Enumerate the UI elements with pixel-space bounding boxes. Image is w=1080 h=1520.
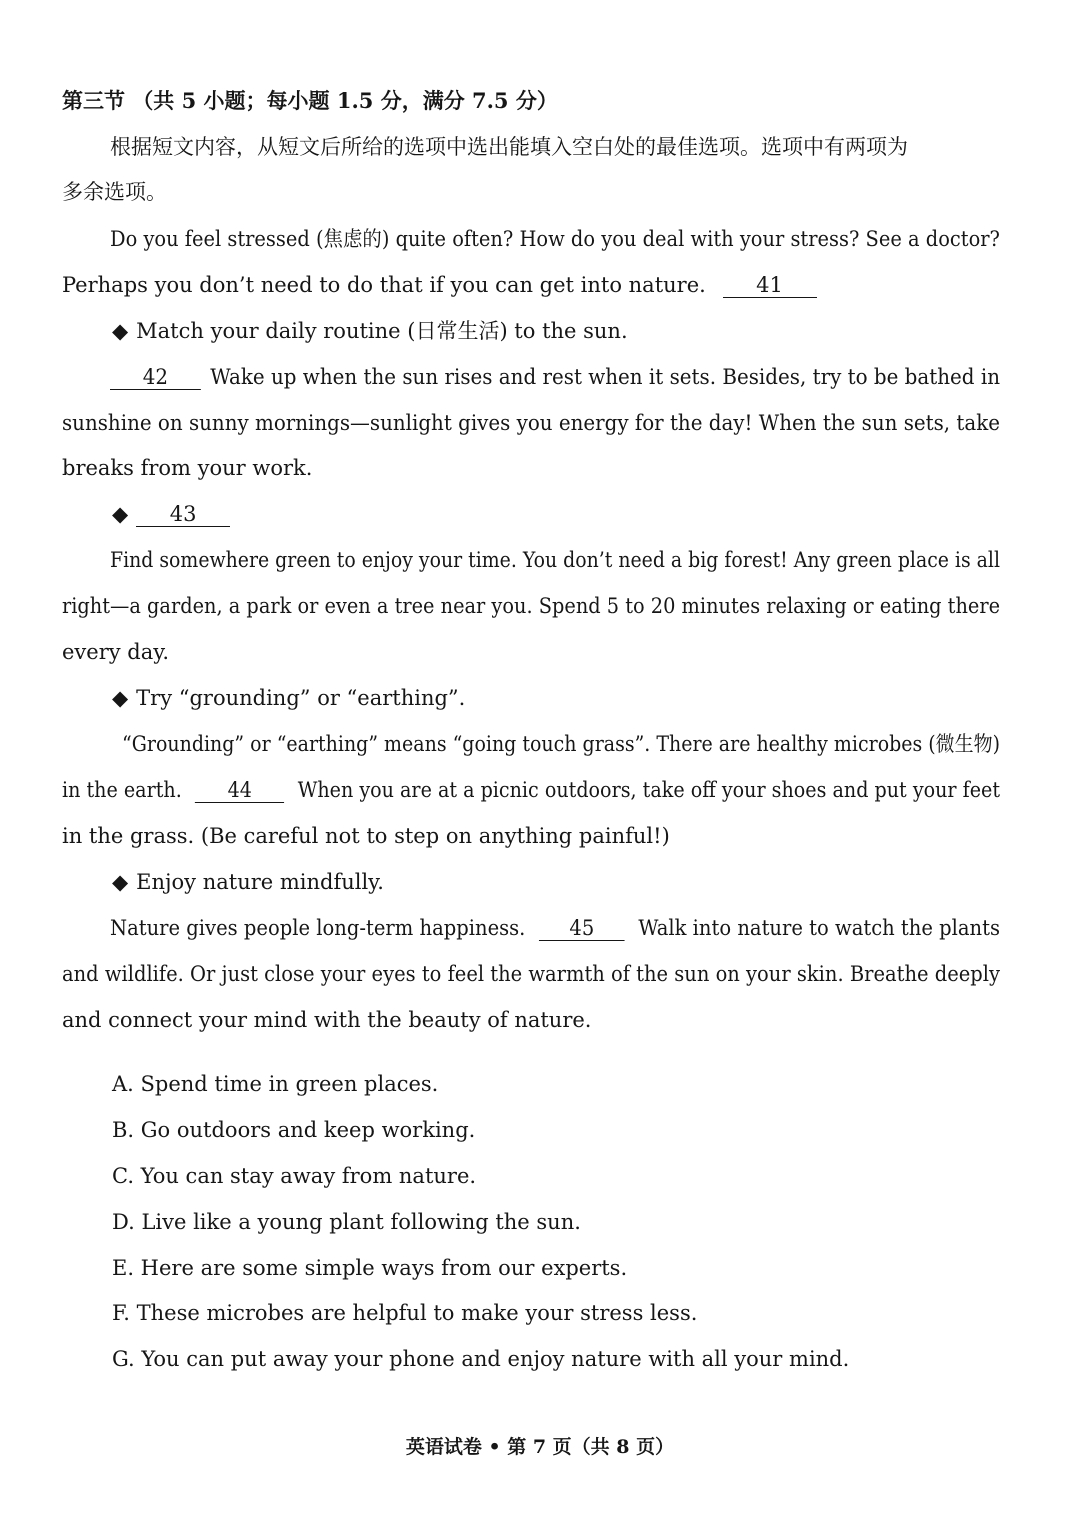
tip-heading-4-text: Enjoy nature mindfully. <box>136 870 384 894</box>
page-footer: 英语试卷 • 第 7 页（共 8 页） <box>405 1436 675 1458</box>
tip-heading-1-text: Match your daily routine (日常生活) to the sun. <box>136 319 628 343</box>
passage-p4-line-2 <box>62 775 1000 805</box>
diamond-bullet-icon: ◆ <box>112 319 129 343</box>
option-f: F. These microbes are helpful to make your stress less. <box>112 1301 698 1325</box>
passage-p3-line-2: right—a garden, a park or even a tree near you. Spend 5 to 20 minutes relaxing or eating there <box>62 594 1001 618</box>
instruction-line-2: 多余选项。 <box>62 180 167 204</box>
passage-p2-line-1-text: Wake up when the sun rises and rest when it sets. Besides, try to be bathed in <box>210 365 1000 389</box>
diamond-bullet-icon: ◆ <box>112 870 129 894</box>
passage-p4-line-3: in the grass. (Be careful not to step on anything painful!) <box>62 824 670 848</box>
passage-p5-line-1a: Nature gives people long-term happiness. <box>110 916 526 940</box>
blank-45[interactable]: 45 <box>539 916 625 941</box>
passage-p3-line-1: Find somewhere green to enjoy your time. You don’t need a big forest! Any green place is all <box>110 548 1000 572</box>
passage-p2-line-1 <box>110 362 1000 392</box>
option-b: B. Go outdoors and keep working. <box>112 1118 476 1142</box>
passage-p4-line-2a: in the earth. <box>62 778 182 802</box>
diamond-bullet-icon: ◆ <box>112 686 129 710</box>
tip-heading-4 <box>112 867 384 897</box>
tip-heading-1 <box>112 316 628 346</box>
passage-p5-line-1 <box>110 913 1000 943</box>
tip-heading-2 <box>112 499 230 529</box>
passage-p1-line-2-text: Perhaps you don’t need to do that if you can get into nature. <box>62 273 706 297</box>
option-g: G. You can put away your phone and enjoy nature with all your mind. <box>112 1347 850 1371</box>
blank-43[interactable]: 43 <box>136 502 230 527</box>
passage-p2-line-3: breaks from your work. <box>62 456 313 480</box>
passage-p1-line-1: Do you feel stressed (焦虑的) quite often? How do you deal with your stress? See a doctor? <box>110 227 1000 251</box>
option-c: C. You can stay away from nature. <box>112 1164 477 1188</box>
passage-p5-line-3: and connect your mind with the beauty of nature. <box>62 1008 592 1032</box>
tip-heading-3 <box>112 683 465 713</box>
passage-p4-line-1: “Grounding” or “earthing” means “going touch grass”. There are healthy microbes (微生物) <box>122 732 1001 756</box>
passage-p3-line-3: every day. <box>62 640 170 664</box>
diamond-bullet-icon: ◆ <box>112 502 129 526</box>
passage-p2-line-2: sunshine on sunny mornings—sunlight gives you energy for the day! When the sun sets, take <box>62 411 1000 435</box>
passage-p1-line-2 <box>62 270 817 300</box>
tip-heading-3-text: Try “grounding” or “earthing”. <box>136 686 466 710</box>
section-heading: 第三节 （共 5 小题；每小题 1.5 分，满分 7.5 分） <box>62 88 558 113</box>
passage-p5-line-2: and wildlife. Or just close your eyes to feel the warmth of the sun on your skin. Breathe deeply <box>62 962 1000 986</box>
instruction-line-1 <box>110 132 998 162</box>
option-e: E. Here are some simple ways from our experts. <box>112 1256 628 1280</box>
blank-41[interactable]: 41 <box>723 273 817 298</box>
option-a: A. Spend time in green places. <box>112 1072 439 1096</box>
passage-p4-line-2b: When you are at a picnic outdoors, take off your shoes and put your feet <box>297 778 1001 802</box>
option-d: D. Live like a young plant following the sun. <box>112 1210 581 1234</box>
blank-44[interactable]: 44 <box>195 778 284 803</box>
blank-42[interactable]: 42 <box>110 365 201 390</box>
passage-p5-line-1b: Walk into nature to watch the plants <box>638 916 1001 940</box>
instruction-text-1: 根据短文内容，从短文后所给的选项中选出能填入空白处的最佳选项。选项中有两项为 <box>110 135 908 159</box>
